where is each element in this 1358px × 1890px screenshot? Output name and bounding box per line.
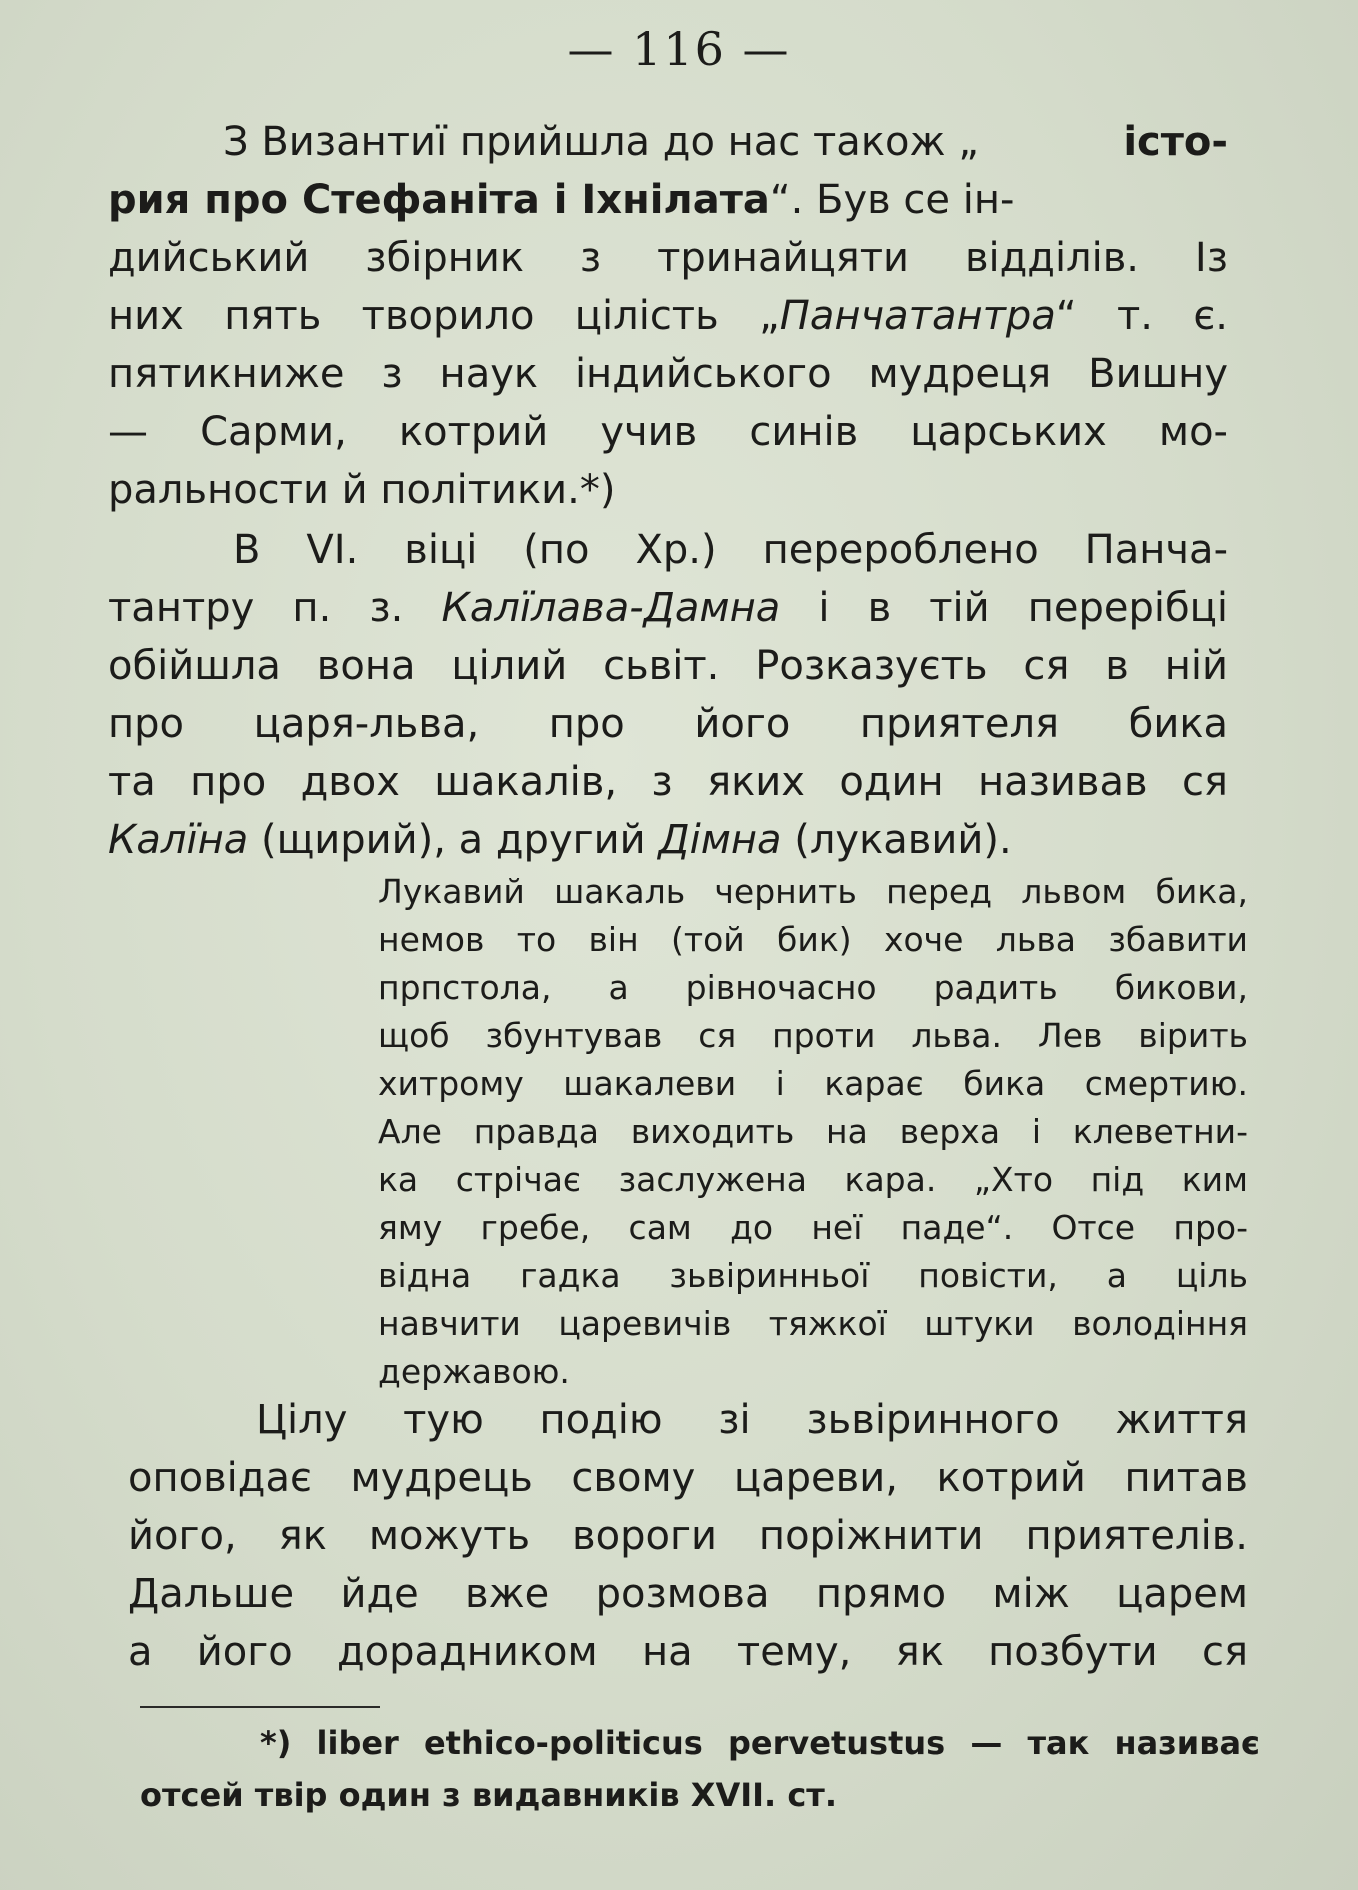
text-span: “. Був се ін- xyxy=(769,177,1015,223)
page-number: — 116 — xyxy=(567,22,791,76)
quote-line: навчити царевичів тяжкої штуки володіння xyxy=(378,1304,1248,1343)
italic-title-span: Панчатантра xyxy=(779,293,1056,339)
text-line: а його дорадником на тему, як позбути ся xyxy=(128,1629,1248,1675)
quote-line: немов то він (той бик) хоче льва збавити xyxy=(378,920,1248,959)
quote-line: Лукавий шакаль чернить перед львом бика, xyxy=(378,872,1248,911)
text-line xyxy=(108,112,1228,172)
text-line xyxy=(108,810,1012,870)
text-span: і в тій перерібці xyxy=(780,585,1229,631)
text-span: (лукавий). xyxy=(781,817,1012,863)
footnote-line: отсей твір один з видавників XVII. ст. xyxy=(140,1776,837,1814)
text-line: обійшла вона цілий сьвіт. Розказуєть ся в ній xyxy=(108,643,1228,689)
text-line: та про двох шакалів, з яких один називав ся xyxy=(108,759,1228,805)
quote-line: хитрому шакалеви і карає бика смертию. xyxy=(378,1064,1248,1103)
quote-line: Але правда виходить на верха і клеветни- xyxy=(378,1112,1248,1151)
footnote-line: *) liber ethico-politicus pervetustus — так називає xyxy=(260,1724,1260,1762)
italic-name-span: Дімна xyxy=(658,817,782,863)
quote-line: прпстола, а рівночасно радить бикови, xyxy=(378,968,1248,1007)
quote-line: відна гадка зьвіринньої повісти, а ціль xyxy=(378,1256,1248,1295)
quote-line: ка стрічає заслужена кара. „Хто під ким xyxy=(378,1160,1248,1199)
text-span: З Византиї прийшла до нас також „ xyxy=(223,119,979,165)
text-line xyxy=(108,286,1228,346)
text-line xyxy=(108,578,1228,638)
quote-line: яму гребе, сам до неї паде“. Отсе про- xyxy=(378,1208,1248,1247)
text-line: Дальше йде вже розмова прямо між царем xyxy=(128,1571,1248,1617)
text-line: оповідає мудрець свому цареви, котрий питав xyxy=(128,1455,1248,1501)
text-span: “ т. є. xyxy=(1055,293,1228,339)
text-line: про царя-льва, про його приятеля бика xyxy=(108,701,1228,747)
italic-name-span: Калїна xyxy=(108,817,249,863)
bold-title-span: рия про Стефаніта і Іхнілата xyxy=(108,177,770,223)
italic-title-span: Калїлава-Дамна xyxy=(441,585,781,631)
footnote-divider xyxy=(140,1706,380,1708)
text-line: його, як можуть вороги поріжнити приятелів. xyxy=(128,1513,1248,1559)
quote-line: державою. xyxy=(378,1352,570,1391)
bold-title-span: істо- xyxy=(1123,119,1228,165)
text-span: тантру п. з. xyxy=(108,585,442,631)
text-line: дийський збірник з тринайцяти відділів. Із xyxy=(108,235,1228,281)
text-span: них пять творило цілість „ xyxy=(108,293,780,339)
text-line: пятикниже з наук індийського мудреця Вишну xyxy=(108,351,1228,397)
text-line: Цілу тую подію зі зьвіринного життя xyxy=(256,1397,1248,1443)
quote-line: щоб збунтував ся проти льва. Лев вірить xyxy=(378,1016,1248,1055)
text-span: (щирий), а другий xyxy=(248,817,659,863)
text-line: ральности й політики.*) xyxy=(108,467,616,513)
text-line xyxy=(108,170,1228,230)
text-line: — Сарми, котрий учив синів царських мо- xyxy=(108,409,1228,455)
text-line: В VI. віці (по Хр.) перероблено Панча- xyxy=(233,527,1228,573)
